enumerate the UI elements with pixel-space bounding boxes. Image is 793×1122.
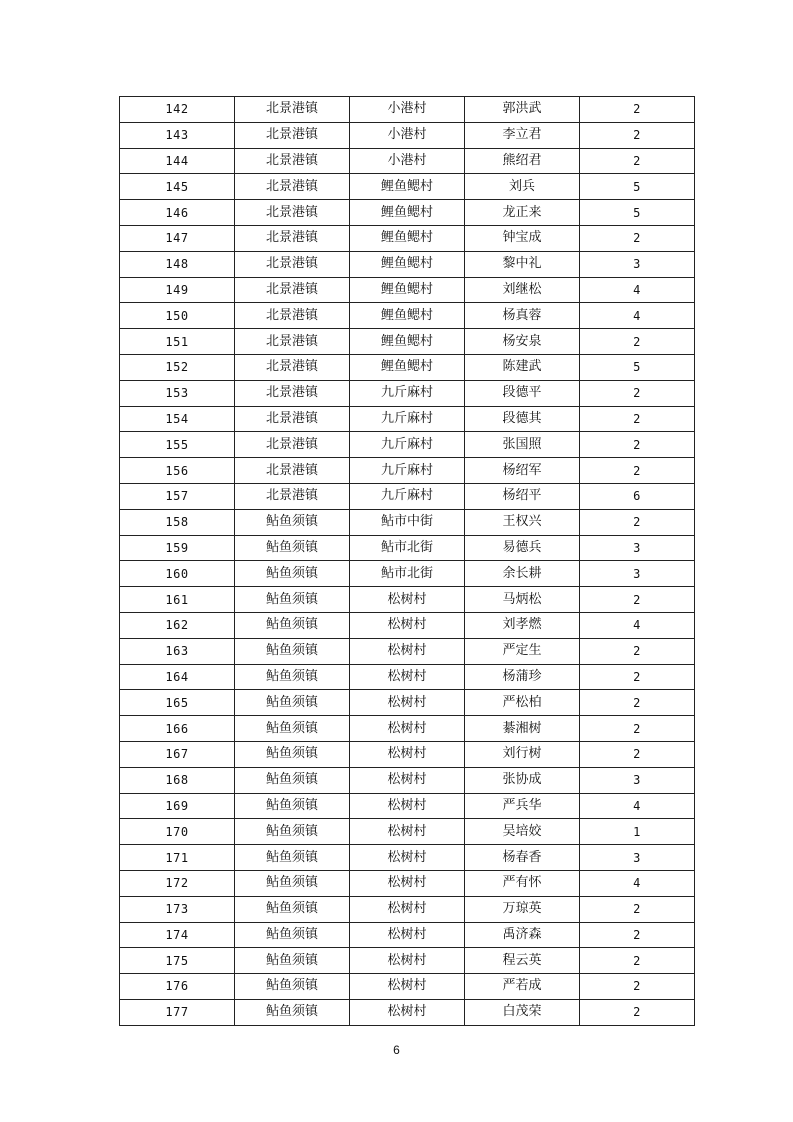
cell-village: 鲇市北街 [350,535,465,561]
cell-village: 松树村 [350,819,465,845]
cell-town: 鲇鱼须镇 [235,896,350,922]
cell-person-name: 杨蒲珍 [465,664,580,690]
cell-serial-number: 165 [120,690,235,716]
cell-serial-number: 148 [120,251,235,277]
cell-household-count: 2 [580,974,695,1000]
cell-household-count: 2 [580,458,695,484]
cell-town: 鲇鱼须镇 [235,845,350,871]
cell-town: 鲇鱼须镇 [235,793,350,819]
cell-household-count: 2 [580,638,695,664]
cell-village: 松树村 [350,948,465,974]
roster-table-body [120,97,695,1026]
table-row [120,819,695,845]
table-row [120,354,695,380]
cell-town: 鲇鱼须镇 [235,819,350,845]
cell-serial-number: 146 [120,200,235,226]
cell-village: 松树村 [350,896,465,922]
cell-household-count: 2 [580,406,695,432]
cell-household-count: 3 [580,561,695,587]
cell-village: 松树村 [350,587,465,613]
cell-serial-number: 143 [120,122,235,148]
table-row [120,741,695,767]
cell-person-name: 禹济森 [465,922,580,948]
cell-serial-number: 169 [120,793,235,819]
cell-household-count: 4 [580,870,695,896]
cell-village: 九斤麻村 [350,380,465,406]
cell-household-count: 2 [580,741,695,767]
cell-person-name: 段德其 [465,406,580,432]
cell-household-count: 2 [580,922,695,948]
cell-person-name: 余长耕 [465,561,580,587]
cell-person-name: 陈建武 [465,354,580,380]
cell-person-name: 严兵华 [465,793,580,819]
cell-town: 鲇鱼须镇 [235,999,350,1025]
cell-serial-number: 176 [120,974,235,1000]
cell-town: 北景港镇 [235,122,350,148]
table-row [120,793,695,819]
cell-town: 北景港镇 [235,97,350,123]
cell-village: 松树村 [350,741,465,767]
cell-serial-number: 163 [120,638,235,664]
cell-person-name: 吴培姣 [465,819,580,845]
cell-town: 鲇鱼须镇 [235,922,350,948]
cell-person-name: 严若成 [465,974,580,1000]
cell-serial-number: 151 [120,329,235,355]
cell-town: 鲇鱼须镇 [235,664,350,690]
table-row [120,97,695,123]
cell-town: 鲇鱼须镇 [235,690,350,716]
cell-serial-number: 147 [120,225,235,251]
cell-town: 北景港镇 [235,277,350,303]
table-row [120,535,695,561]
cell-village: 松树村 [350,974,465,1000]
cell-person-name: 张国照 [465,432,580,458]
cell-household-count: 2 [580,225,695,251]
cell-person-name: 熊绍君 [465,148,580,174]
cell-person-name: 杨真蓉 [465,303,580,329]
cell-household-count: 6 [580,483,695,509]
cell-person-name: 易德兵 [465,535,580,561]
cell-village: 九斤麻村 [350,458,465,484]
table-row [120,638,695,664]
cell-village: 九斤麻村 [350,432,465,458]
cell-serial-number: 164 [120,664,235,690]
cell-village: 松树村 [350,690,465,716]
cell-village: 松树村 [350,638,465,664]
cell-serial-number: 161 [120,587,235,613]
cell-household-count: 5 [580,174,695,200]
table-row [120,974,695,1000]
cell-village: 小港村 [350,97,465,123]
cell-town: 北景港镇 [235,303,350,329]
cell-household-count: 2 [580,690,695,716]
cell-town: 鲇鱼须镇 [235,870,350,896]
table-row [120,612,695,638]
cell-town: 北景港镇 [235,200,350,226]
cell-household-count: 2 [580,432,695,458]
cell-town: 北景港镇 [235,458,350,484]
table-row [120,303,695,329]
cell-village: 鲇市北街 [350,561,465,587]
cell-person-name: 綦湘树 [465,716,580,742]
table-row [120,483,695,509]
cell-town: 鲇鱼须镇 [235,535,350,561]
cell-household-count: 2 [580,664,695,690]
cell-household-count: 2 [580,329,695,355]
table-row [120,509,695,535]
cell-village: 小港村 [350,122,465,148]
cell-village: 九斤麻村 [350,483,465,509]
table-row [120,561,695,587]
cell-serial-number: 173 [120,896,235,922]
cell-person-name: 郭洪武 [465,97,580,123]
cell-town: 北景港镇 [235,329,350,355]
cell-person-name: 白茂荣 [465,999,580,1025]
cell-person-name: 张协成 [465,767,580,793]
cell-household-count: 2 [580,122,695,148]
cell-serial-number: 152 [120,354,235,380]
cell-serial-number: 150 [120,303,235,329]
cell-household-count: 2 [580,148,695,174]
table-row [120,432,695,458]
cell-person-name: 钟宝成 [465,225,580,251]
cell-town: 北景港镇 [235,406,350,432]
table-row [120,922,695,948]
cell-village: 鲇市中街 [350,509,465,535]
table-row [120,896,695,922]
cell-village: 松树村 [350,716,465,742]
cell-household-count: 3 [580,535,695,561]
cell-person-name: 王权兴 [465,509,580,535]
cell-household-count: 4 [580,277,695,303]
table-row [120,948,695,974]
cell-village: 松树村 [350,793,465,819]
cell-person-name: 刘行树 [465,741,580,767]
cell-serial-number: 149 [120,277,235,303]
cell-town: 北景港镇 [235,174,350,200]
cell-town: 北景港镇 [235,432,350,458]
table-row [120,999,695,1025]
cell-serial-number: 155 [120,432,235,458]
table-row [120,277,695,303]
cell-town: 鲇鱼须镇 [235,612,350,638]
cell-household-count: 1 [580,819,695,845]
cell-person-name: 杨绍军 [465,458,580,484]
cell-household-count: 2 [580,716,695,742]
cell-village: 鲤鱼鳃村 [350,200,465,226]
cell-household-count: 3 [580,767,695,793]
cell-household-count: 4 [580,793,695,819]
cell-household-count: 2 [580,380,695,406]
cell-person-name: 龙正来 [465,200,580,226]
cell-village: 鲤鱼鳃村 [350,225,465,251]
table-row [120,329,695,355]
cell-serial-number: 167 [120,741,235,767]
cell-household-count: 2 [580,948,695,974]
cell-household-count: 5 [580,200,695,226]
cell-person-name: 程云英 [465,948,580,974]
cell-village: 小港村 [350,148,465,174]
cell-town: 北景港镇 [235,251,350,277]
cell-town: 鲇鱼须镇 [235,716,350,742]
cell-town: 鲇鱼须镇 [235,767,350,793]
table-row [120,225,695,251]
cell-serial-number: 154 [120,406,235,432]
cell-serial-number: 177 [120,999,235,1025]
cell-household-count: 2 [580,97,695,123]
cell-village: 松树村 [350,767,465,793]
cell-serial-number: 166 [120,716,235,742]
cell-person-name: 严有怀 [465,870,580,896]
cell-town: 鲇鱼须镇 [235,948,350,974]
cell-village: 鲤鱼鳃村 [350,174,465,200]
table-row [120,200,695,226]
cell-serial-number: 145 [120,174,235,200]
cell-household-count: 2 [580,587,695,613]
cell-serial-number: 156 [120,458,235,484]
cell-town: 鲇鱼须镇 [235,638,350,664]
cell-village: 鲤鱼鳃村 [350,251,465,277]
cell-village: 松树村 [350,664,465,690]
cell-person-name: 严定生 [465,638,580,664]
cell-serial-number: 175 [120,948,235,974]
cell-person-name: 杨春香 [465,845,580,871]
cell-household-count: 4 [580,303,695,329]
cell-person-name: 刘继松 [465,277,580,303]
cell-village: 鲤鱼鳃村 [350,354,465,380]
cell-village: 鲤鱼鳃村 [350,277,465,303]
cell-person-name: 刘孝燃 [465,612,580,638]
cell-household-count: 2 [580,509,695,535]
table-row [120,845,695,871]
cell-serial-number: 159 [120,535,235,561]
cell-household-count: 3 [580,845,695,871]
table-row [120,716,695,742]
cell-person-name: 黎中礼 [465,251,580,277]
cell-serial-number: 172 [120,870,235,896]
cell-household-count: 5 [580,354,695,380]
cell-village: 松树村 [350,922,465,948]
cell-village: 松树村 [350,845,465,871]
cell-household-count: 3 [580,251,695,277]
cell-village: 鲤鱼鳃村 [350,329,465,355]
cell-village: 松树村 [350,999,465,1025]
cell-serial-number: 157 [120,483,235,509]
cell-serial-number: 144 [120,148,235,174]
cell-person-name: 刘兵 [465,174,580,200]
table-row [120,587,695,613]
cell-person-name: 段德平 [465,380,580,406]
cell-household-count: 2 [580,896,695,922]
cell-town: 北景港镇 [235,483,350,509]
table-row [120,870,695,896]
table-row [120,690,695,716]
table-row [120,122,695,148]
table-row [120,767,695,793]
cell-person-name: 杨安泉 [465,329,580,355]
cell-person-name: 马炳松 [465,587,580,613]
roster-table [119,96,695,1026]
cell-serial-number: 160 [120,561,235,587]
cell-serial-number: 158 [120,509,235,535]
cell-household-count: 2 [580,999,695,1025]
cell-town: 北景港镇 [235,148,350,174]
page-number: 6 [393,1043,400,1057]
cell-serial-number: 162 [120,612,235,638]
cell-town: 鲇鱼须镇 [235,509,350,535]
cell-person-name: 杨绍平 [465,483,580,509]
cell-person-name: 李立君 [465,122,580,148]
cell-village: 松树村 [350,612,465,638]
cell-serial-number: 168 [120,767,235,793]
cell-person-name: 严松柏 [465,690,580,716]
cell-town: 鲇鱼须镇 [235,974,350,1000]
cell-town: 鲇鱼须镇 [235,587,350,613]
cell-person-name: 万琼英 [465,896,580,922]
cell-town: 鲇鱼须镇 [235,741,350,767]
cell-village: 九斤麻村 [350,406,465,432]
cell-village: 鲤鱼鳃村 [350,303,465,329]
cell-town: 北景港镇 [235,354,350,380]
table-row [120,380,695,406]
table-row [120,251,695,277]
cell-serial-number: 153 [120,380,235,406]
cell-town: 鲇鱼须镇 [235,561,350,587]
cell-serial-number: 170 [120,819,235,845]
cell-serial-number: 142 [120,97,235,123]
cell-serial-number: 174 [120,922,235,948]
cell-household-count: 4 [580,612,695,638]
table-row [120,174,695,200]
table-row [120,406,695,432]
cell-serial-number: 171 [120,845,235,871]
cell-town: 北景港镇 [235,380,350,406]
table-row [120,458,695,484]
cell-village: 松树村 [350,870,465,896]
table-row [120,664,695,690]
table-row [120,148,695,174]
cell-town: 北景港镇 [235,225,350,251]
